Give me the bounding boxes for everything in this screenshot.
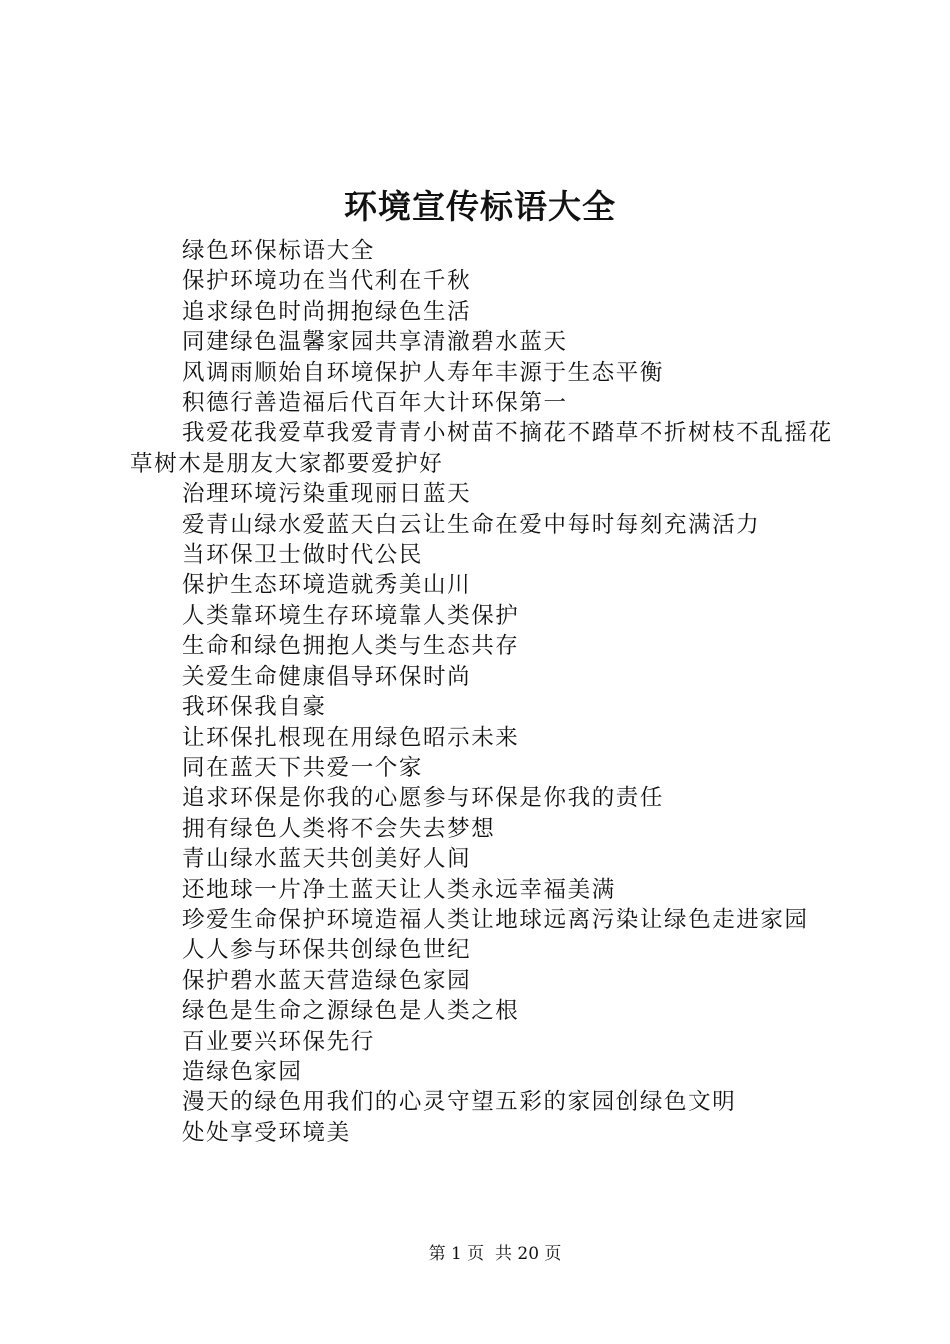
paragraph: 当环保卫士做时代公民: [182, 542, 424, 569]
paragraph: 同建绿色温馨家园共享清澈碧水蓝天: [182, 329, 568, 356]
page-number-label: 第 1 页 共 20 页: [428, 1244, 562, 1264]
paragraph: 保护环境功在当代利在千秋: [182, 268, 472, 295]
paragraph: 拥有绿色人类将不会失去梦想: [182, 815, 496, 842]
paragraph: 爱青山绿水爱蓝天白云让生命在爱中每时每刻充满活力: [182, 511, 761, 538]
paragraph: 追求绿色时尚拥抱绿色生活: [182, 298, 472, 325]
paragraph: 百业要兴环保先行: [182, 1028, 375, 1055]
paragraph: 同在蓝天下共爱一个家: [182, 754, 424, 781]
paragraph: 我环保我自豪: [182, 694, 327, 721]
paragraph: 风调雨顺始自环境保护人寿年丰源于生态平衡: [182, 359, 665, 386]
paragraph: 治理环境污染重现丽日蓝天: [182, 481, 472, 508]
paragraph: 关爱生命健康倡导环保时尚: [182, 663, 472, 690]
document-title: 环境宣传标语大全: [344, 187, 616, 226]
paragraph: 绿色环保标语大全: [182, 238, 375, 264]
document-body: [130, 236, 836, 1148]
paragraph: 青山绿水蓝天共创美好人间: [182, 846, 472, 873]
paragraph: 让环保扎根现在用绿色昭示未来: [182, 724, 520, 751]
paragraph: 造绿色家园: [182, 1058, 303, 1085]
paragraph: 保护碧水蓝天营造绿色家园: [182, 967, 472, 994]
paragraph: 还地球一片净土蓝天让人类永远幸福美满: [182, 876, 616, 903]
paragraph: 人类靠环境生存环境靠人类保护: [182, 602, 520, 629]
paragraph: 处处享受环境美: [182, 1119, 351, 1146]
paragraph: 珍爱生命保护环境造福人类让地球远离污染让绿色走进家园: [182, 906, 809, 933]
paragraph: 人人参与环保共创绿色世纪: [182, 937, 472, 964]
paragraph: 我爱花我爱草我爱青青小树苗不摘花不踏草不折树枝不乱摇花草树木是朋友大家都要爱护好: [130, 420, 833, 477]
paragraph: 保护生态环境造就秀美山川: [182, 572, 472, 599]
paragraph: 积德行善造福后代百年大计环保第一: [182, 390, 568, 417]
paragraph: 漫天的绿色用我们的心灵守望五彩的家园创绿色文明: [182, 1089, 737, 1116]
paragraph: 绿色是生命之源绿色是人类之根: [182, 998, 520, 1025]
paragraph: 生命和绿色拥抱人类与生态共存: [182, 633, 520, 660]
page-footer: [0, 1242, 950, 1266]
paragraph: 追求环保是你我的心愿参与环保是你我的责任: [182, 785, 665, 812]
